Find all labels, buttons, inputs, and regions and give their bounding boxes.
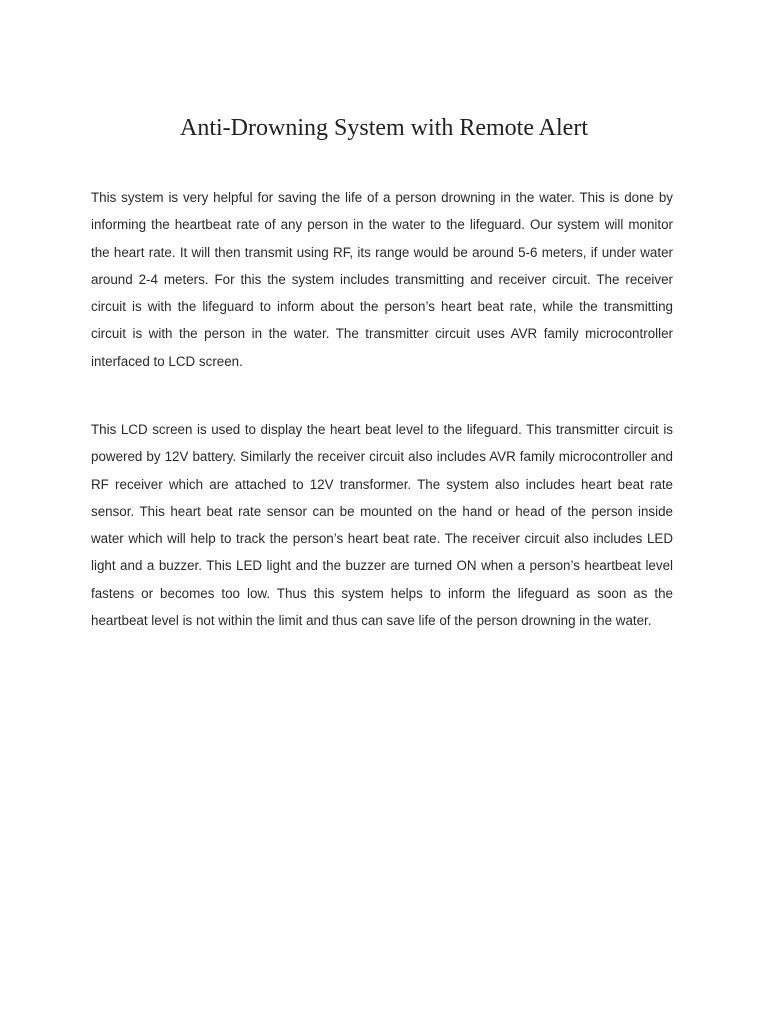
document-title: Anti-Drowning System with Remote Alert: [180, 115, 588, 141]
paragraph-2: This LCD screen is used to display the heart beat level to the lifeguard. This transmitter circuit is powered by 12V battery. Similarly the receiver circuit also includes AVR family microcontroller and RF receiver which are attached to 12V transformer. The system also includes heart beat rate sensor. This heart beat rate sensor can be mounted on the hand or head of the person inside water which will help to track the person’s heart beat rate. The receiver circuit also includes LED light and a buzzer. This LED light and the buzzer are turned ON when a person’s heartbeat level fastens or becomes too low. Thus this system helps to inform the lifeguard as soon as the heartbeat level is not within the limit and thus can save life of the person drowning in the water.: [91, 422, 673, 629]
paragraph-1: This system is very helpful for saving the life of a person drowning in the water. This is done by informing the heartbeat rate of any person in the water to the lifeguard. Our system will monitor the heart rate. It will then transmit using RF, its range would be around 5-6 meters, if under water around 2-4 meters. For this the system includes transmitting and receiver circuit. The receiver circuit is with the lifeguard to inform about the person’s heart beat rate, while the transmitting circuit is with the person in the water. The transmitter circuit uses AVR family microcontroller interfaced to LCD screen.: [91, 190, 673, 369]
